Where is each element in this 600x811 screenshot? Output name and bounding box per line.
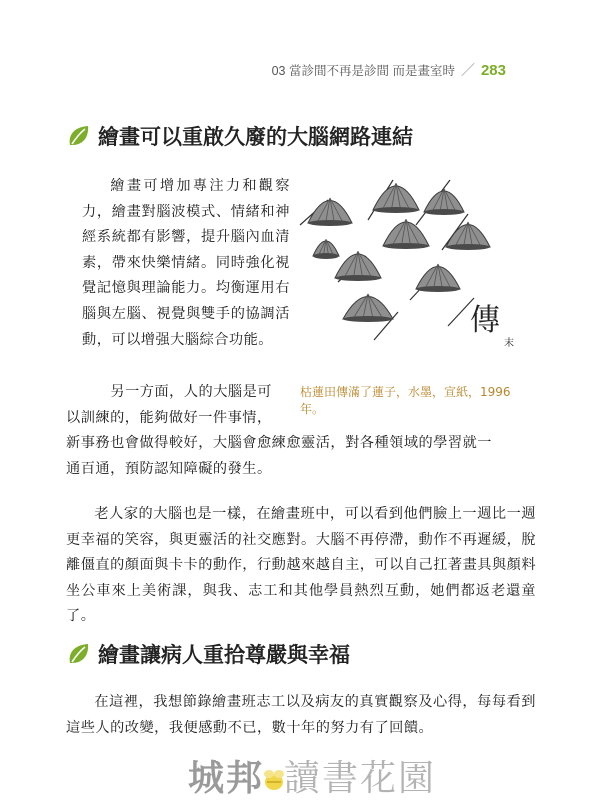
lotus-pod <box>373 186 419 210</box>
para-line-3: 新事務也會做得較好，大腦會愈練愈靈活，對各種領域的學習就一 <box>66 435 492 451</box>
paragraph-brain-benefits: 繪畫可增加專注力和觀察力，繪畫對腦波模式、情緒和神經系統都有影響，提升腦內血清素，帶來快樂情緒。同時強化視覺記憶與理論能力。均衡運用右腦與左腦、視覺與雙手的協調活動，可以增强大腦綜合功能。 <box>82 178 290 348</box>
lotus-pod <box>343 297 393 320</box>
lotus-pod <box>446 225 490 248</box>
paragraph-volunteers: 在這裡，我想節錄繪畫班志工以及病友的真實觀察及心得，每每看到這些人的改變，我便感動不已，數十年的努力有了回饋。 <box>66 694 536 736</box>
para-line-1: 另一方面，人的大腦是可 <box>110 384 272 400</box>
lotus-painting <box>298 170 534 362</box>
pod-rim <box>335 275 381 281</box>
section-heading-text: 繪畫可以重啟久廢的大腦網路連結 <box>98 125 413 149</box>
section-heading-text: 繪畫讓病人重拾尊嚴與幸福 <box>98 643 350 667</box>
pod-rim <box>416 286 460 292</box>
lotus-pod <box>383 222 429 246</box>
running-header <box>272 60 506 80</box>
leaf-icon <box>66 641 92 667</box>
watermark-logo <box>188 750 436 801</box>
artist-signature: 傳 <box>470 303 500 338</box>
lotus-pod <box>424 191 464 212</box>
page-number: 283 <box>480 62 506 79</box>
watermark-title: 讀書花園 <box>284 758 437 799</box>
pod-rim <box>446 244 490 250</box>
lotus-pod <box>308 201 352 224</box>
paragraph-elderly: 老人家的大腦也是一樣，在繪畫班中，可以看到他們臉上一週比一週更幸福的笑容，與更靈活的社交應對。大腦不再停滯，動作不再遲緩，脫離僵直的顏面與卡卡的動作，行動越來越自主，可以自己扛著畫具與顏料坐公車來上美術課，與我、志工和其他學員熱烈互動，她們都返老還童了。 <box>66 506 537 625</box>
section-heading-dignity <box>66 639 350 669</box>
pod-rim <box>383 243 429 249</box>
pod-rim <box>313 253 339 259</box>
pod-rim <box>373 207 419 213</box>
para-line-4: 通百通，預防認知障礙的發生。 <box>66 461 272 477</box>
figure-caption: 枯蓮田傳滿了蓮子，水墨，宣紙，1996 年。 <box>300 385 511 416</box>
leaf-icon <box>66 123 92 149</box>
para-line-2: 以訓練的，能夠做好一件事情， <box>66 410 272 426</box>
lotus-pod <box>335 254 381 278</box>
chapter-title: 03 當診間不再是診間 而是畫室時 <box>271 64 455 78</box>
pod-rim <box>308 220 352 226</box>
header-divider: ／ <box>460 62 475 78</box>
watermark-brand: 城邦 <box>188 758 265 799</box>
lotus-pod <box>416 267 460 290</box>
section-heading-brain <box>66 121 413 151</box>
signature-mark: 末 <box>504 338 514 349</box>
pod-rim <box>424 209 464 215</box>
pod-rim <box>343 316 393 322</box>
